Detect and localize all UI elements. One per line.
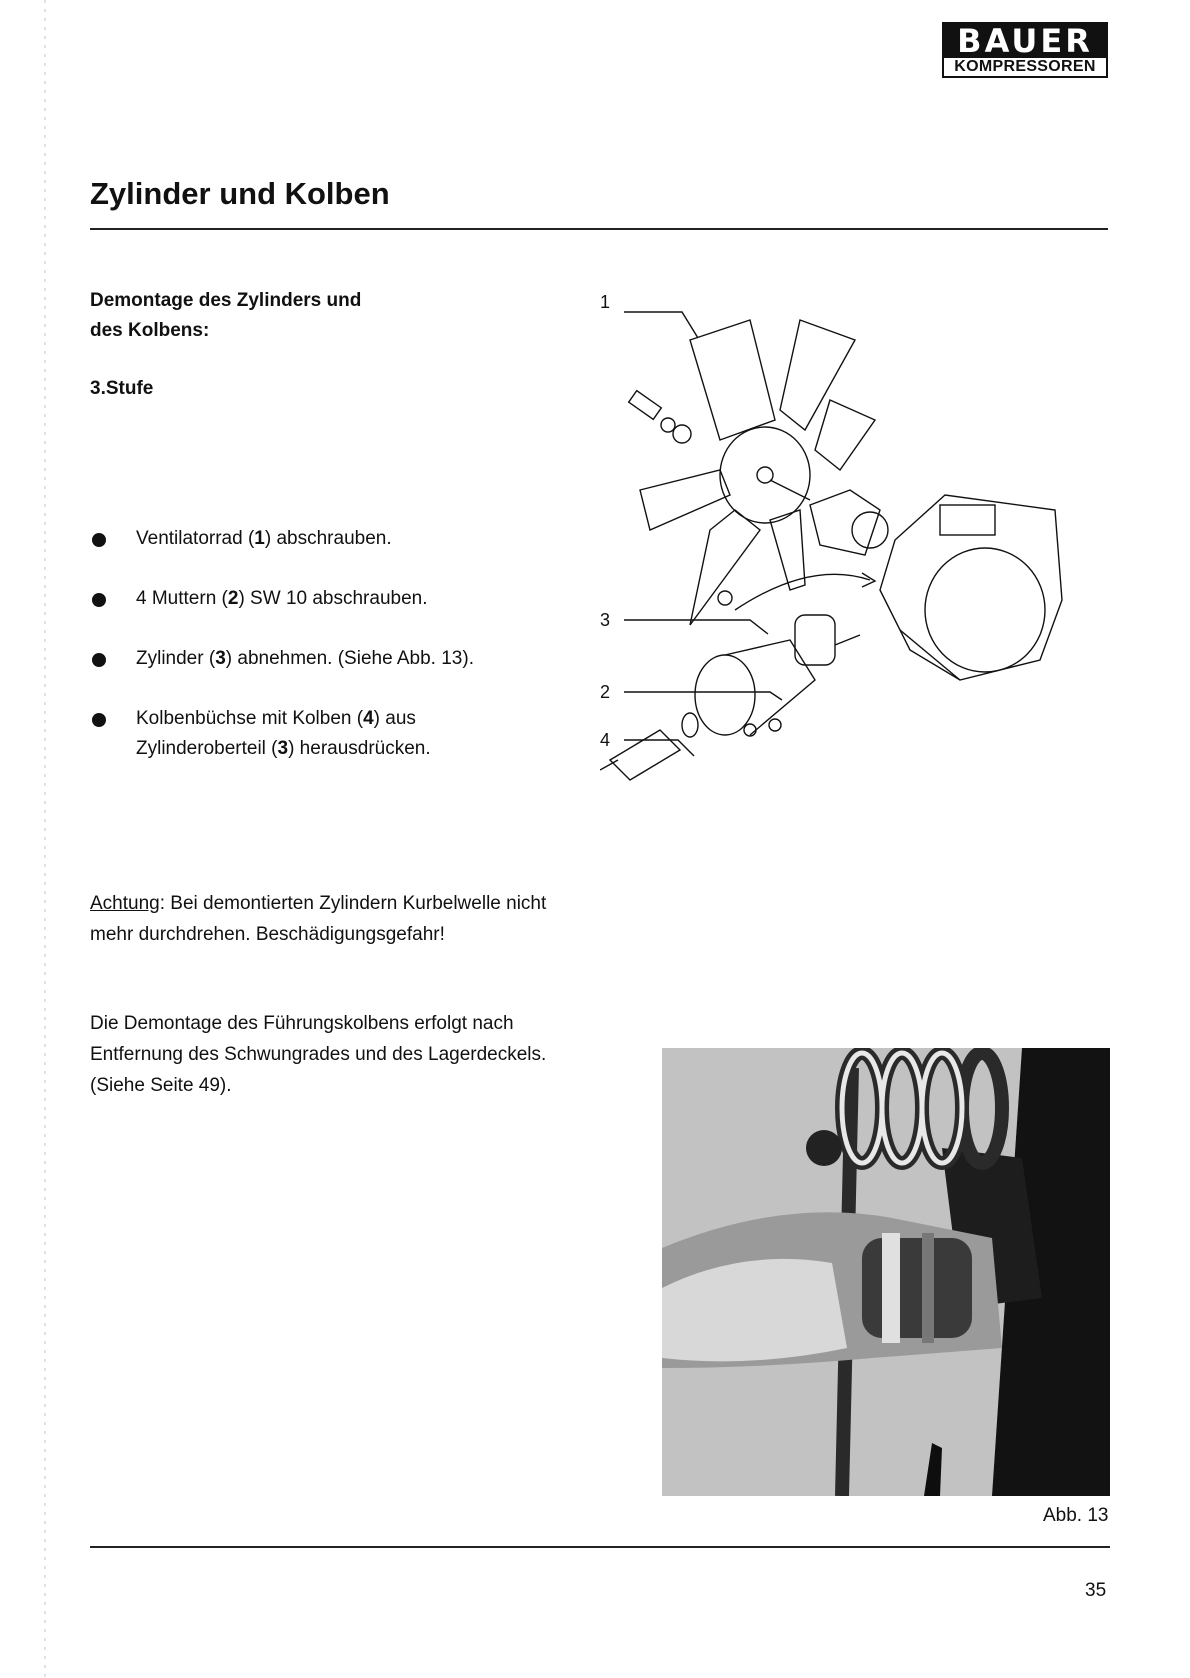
step-ref: 4 (363, 708, 374, 729)
scan-edge (44, 0, 46, 1678)
section-heading-line1: Demontage des Zylinders und (90, 290, 362, 311)
step-ref: 3 (215, 648, 226, 669)
bullet-icon (92, 593, 106, 607)
step-text: 4 Muttern ( (136, 588, 228, 609)
list-item (90, 584, 610, 614)
warning-body-line2: mehr durchdrehen. Beschädigungsgefahr! (90, 924, 445, 945)
page-number: 35 (1085, 1580, 1107, 1601)
step-text: ) aus (373, 708, 416, 729)
warning-label: Achtung (90, 893, 160, 914)
step-ref: 2 (227, 588, 239, 609)
seal-ring-icon (852, 512, 888, 548)
page-title: Zylinder und Kolben (90, 176, 390, 211)
step-ref: 3 (277, 738, 289, 759)
step-list (90, 524, 610, 764)
note-text (90, 1008, 610, 1101)
step-text: ) abnehmen. (Siehe Abb. 13). (225, 648, 474, 669)
bauer-logo (942, 22, 1108, 78)
fan-blade-icon (640, 320, 875, 625)
bolt-icon (629, 391, 662, 420)
footer-divider (90, 1546, 1110, 1548)
note-line: Entfernung des Schwungrades und des Lagerdeckels. (90, 1044, 547, 1065)
callout-line-4 (624, 740, 694, 756)
section-heading-line2: des Kolbens: (90, 320, 210, 341)
step-text: ) SW 10 abschrauben. (238, 588, 428, 609)
stage-label: 3.Stufe (90, 378, 154, 399)
cylinder-removal-photo (662, 1048, 1110, 1496)
note-line: (Siehe Seite 49). (90, 1075, 232, 1096)
callout-line-1 (624, 312, 698, 338)
header-divider (90, 228, 1108, 230)
piston-icon (600, 713, 698, 780)
logo-subtitle: KOMPRESSOREN (942, 58, 1108, 78)
step-text: ) abschrauben. (264, 528, 392, 549)
callout-label: 1 (600, 292, 611, 312)
bullet-icon (92, 533, 106, 547)
step-text: Zylinder ( (136, 648, 216, 669)
callout-line-3 (624, 620, 768, 634)
step-text: ) herausdrücken. (288, 738, 431, 759)
exploded-diagram (600, 280, 1120, 840)
warning-text (90, 888, 610, 950)
figure-caption: Abb. 13 (1043, 1505, 1109, 1526)
list-item (90, 644, 610, 674)
callout-label: 3 (600, 610, 611, 630)
step-ref: 1 (254, 528, 265, 549)
callout-label: 2 (600, 682, 611, 702)
callout-line-2 (624, 692, 782, 700)
note-line: Die Demontage des Führungskolbens erfolgt nach (90, 1013, 514, 1034)
arrow-icon (735, 574, 870, 610)
callout-label: 4 (600, 730, 611, 750)
section-heading (90, 286, 361, 346)
step-text: Zylinderoberteil ( (136, 738, 278, 759)
list-item (90, 704, 610, 764)
cylinder-icon (695, 615, 860, 736)
bullet-icon (92, 713, 106, 727)
nut-icon (718, 591, 732, 605)
list-item (90, 524, 610, 554)
washer-icon (661, 418, 675, 432)
coupling-icon (810, 490, 880, 555)
warning-body: : Bei demontierten Zylindern Kurbelwelle nicht (159, 893, 547, 914)
bullet-icon (92, 653, 106, 667)
crankcase-icon (880, 495, 1062, 680)
step-text: Kolbenbüchse mit Kolben ( (136, 708, 364, 729)
logo-brand: BAUER (942, 22, 1108, 58)
step-text: Ventilatorrad ( (136, 528, 255, 549)
